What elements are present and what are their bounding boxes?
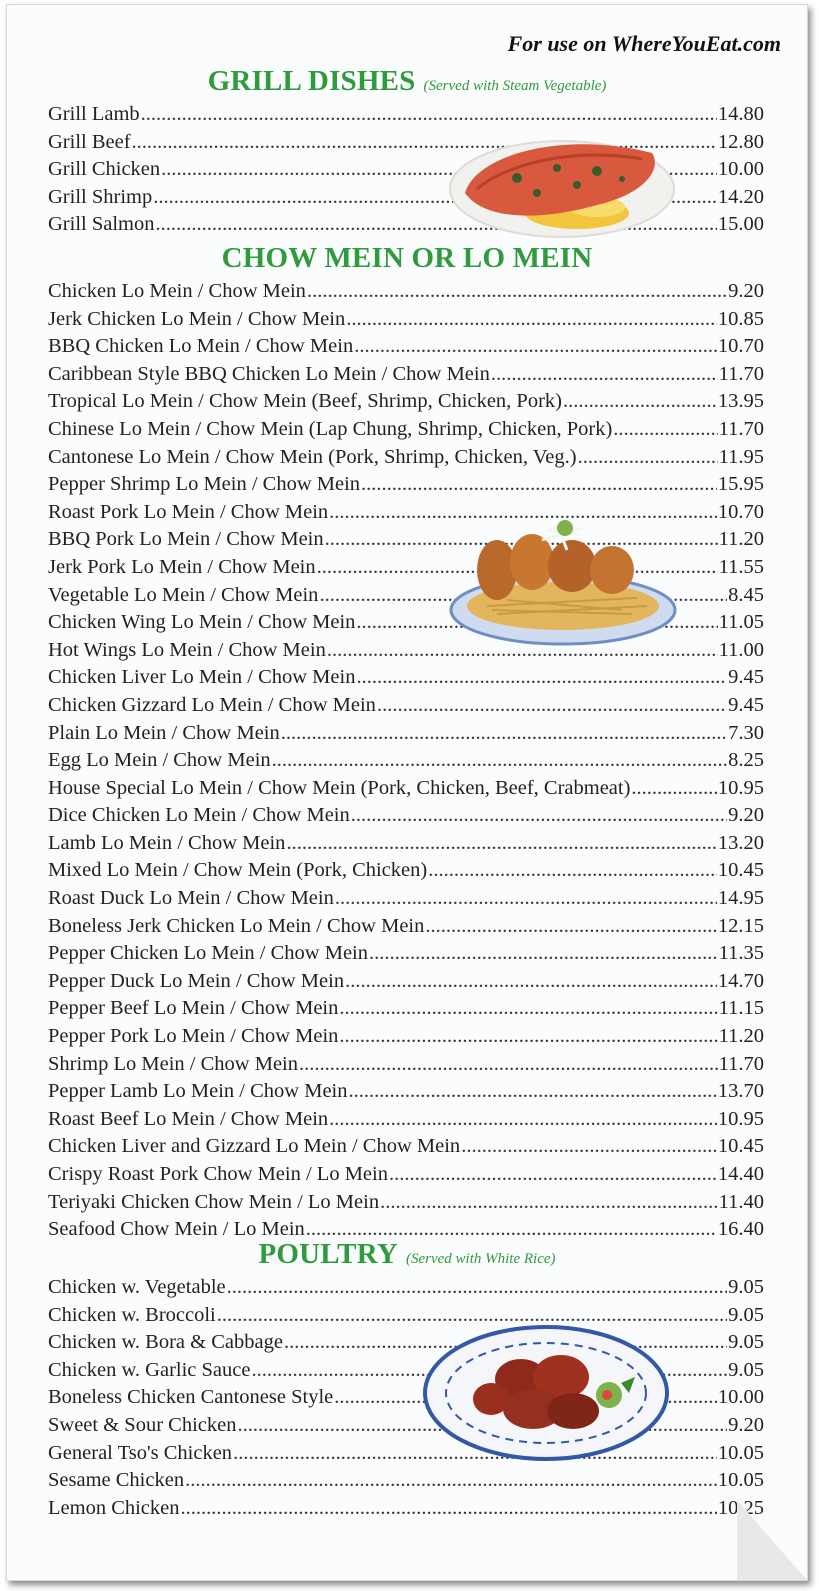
menu-item-price: 13.95 [717, 390, 764, 413]
menu-item [48, 1191, 764, 1219]
menu-item [48, 308, 764, 336]
menu-item-price: 15.95 [717, 473, 764, 496]
menu-item [48, 1276, 764, 1304]
menu-item-name: Pepper Beef Lo Mein / Chow Mein [48, 997, 339, 1020]
menu-item-name: Sesame Chicken [48, 1469, 185, 1492]
poultry-heading [7, 1238, 807, 1271]
menu-item-price: 11.55 [718, 555, 764, 578]
dot-leader [578, 446, 718, 469]
menu-item-name: Chicken w. Broccoli [48, 1303, 216, 1326]
dot-leader [380, 1191, 718, 1214]
menu-item [48, 749, 764, 777]
menu-item-price: 10.00 [717, 158, 764, 181]
dot-leader [272, 749, 727, 772]
chowmein-heading [7, 242, 807, 275]
menu-item-price: 10.00 [717, 1386, 764, 1409]
menu-item-price: 11.70 [718, 417, 764, 440]
menu-item [48, 1053, 764, 1081]
menu-item [48, 446, 764, 474]
menu-item-price: 9.20 [728, 1413, 764, 1436]
menu-item-name: General Tso's Chicken [48, 1441, 233, 1464]
menu-item-name: Egg Lo Mein / Chow Mein [48, 749, 271, 772]
menu-item-name: Roast Beef Lo Mein / Chow Mein [48, 1107, 329, 1130]
menu-item [48, 942, 764, 970]
menu-item-price: 10.45 [717, 859, 764, 882]
menu-item-name: Chicken w. Vegetable [48, 1276, 226, 1298]
dot-leader [361, 473, 717, 496]
menu-item-name: Chinese Lo Mein / Chow Mein (Lap Chung, Shrimp, Chicken, Pork) [48, 417, 613, 440]
menu-item-price: 11.95 [718, 445, 764, 468]
menu-item [48, 1497, 764, 1525]
dot-leader [286, 832, 716, 855]
menu-item [48, 887, 764, 915]
page-curl [737, 1500, 807, 1580]
menu-item-name: House Special Lo Mein / Chow Mein (Pork, Chicken, Beef, Crabmeat) [48, 776, 631, 799]
menu-item-name: Cantonese Lo Mein / Chow Mein (Pork, Shrimp, Chicken, Veg.) [48, 445, 577, 468]
menu-item-price: 9.45 [728, 666, 764, 689]
menu-item-name: Teriyaki Chicken Chow Mein / Lo Mein [48, 1190, 380, 1213]
menu-item-name: Roast Pork Lo Mein / Chow Mein [48, 500, 329, 523]
dot-leader [348, 1080, 716, 1103]
menu-item [48, 970, 764, 998]
dot-leader [631, 777, 716, 800]
menu-item-price: 12.15 [717, 914, 764, 937]
dot-leader [351, 804, 727, 827]
menu-item-price: 10.05 [717, 1469, 764, 1492]
grill-note: (Served with Steam Vegetable) [423, 78, 607, 94]
menu-item [48, 1108, 764, 1136]
menu-item-name: Boneless Jerk Chicken Lo Mein / Chow Mein [48, 914, 425, 937]
menu-item-price: 8.25 [728, 749, 764, 772]
menu-item [48, 390, 764, 418]
menu-item-price: 7.30 [728, 721, 764, 744]
menu-item-price: 14.70 [717, 969, 764, 992]
menu-item-name: Pepper Lamb Lo Mein / Chow Mein [48, 1080, 348, 1103]
menu-item [48, 335, 764, 363]
menu-item [48, 363, 764, 391]
dot-leader [307, 280, 727, 303]
menu-item-price: 10.70 [717, 500, 764, 523]
menu-item-price: 11.20 [718, 1025, 764, 1048]
chowmein-title: CHOW MEIN OR LO MEIN [221, 242, 593, 274]
menu-item-name: Chicken Wing Lo Mein / Chow Mein [48, 611, 356, 634]
dot-leader [339, 1025, 717, 1048]
menu-item-name: Mixed Lo Mein / Chow Mein (Pork, Chicken) [48, 859, 428, 882]
menu-item-price: 11.00 [718, 638, 764, 661]
grill-heading [7, 65, 807, 98]
menu-item [48, 777, 764, 805]
dot-leader [281, 722, 727, 745]
menu-item-price: 14.20 [717, 185, 764, 208]
dot-leader [377, 694, 727, 717]
grilled-salmon-image [447, 123, 677, 241]
menu-item [48, 694, 764, 722]
menu-item-name: Boneless Chicken Cantonese Style [48, 1386, 334, 1409]
menu-item-name: Hot Wings Lo Mein / Chow Mein [48, 638, 326, 661]
menu-item [48, 997, 764, 1025]
menu-item-name: Chicken Gizzard Lo Mein / Chow Mein [48, 693, 376, 716]
dot-leader [299, 1053, 718, 1076]
menu-item [48, 804, 764, 832]
menu-item-price: 14.80 [717, 103, 764, 125]
menu-item-price: 15.00 [717, 213, 764, 236]
menu-item [48, 1025, 764, 1053]
menu-item-name: Crispy Roast Pork Chow Mein / Lo Mein [48, 1163, 388, 1185]
menu-item-price: 10.25 [717, 1496, 764, 1519]
dot-leader [389, 1163, 717, 1186]
chowmein-list [48, 280, 764, 1246]
dot-leader [339, 997, 717, 1020]
menu-item-price: 13.20 [717, 831, 764, 854]
menu-item-name: Chicken Liver Lo Mein / Chow Mein [48, 666, 356, 689]
dot-leader [329, 1108, 717, 1131]
watermark: For use on WhereYouEat.com [507, 31, 781, 56]
menu-item [48, 722, 764, 750]
menu-item-price: 10.85 [717, 307, 764, 330]
menu-item-name: Sweet & Sour Chicken [48, 1413, 237, 1436]
menu-item-name: Chicken Lo Mein / Chow Mein [48, 280, 306, 302]
menu-item-price: 10.70 [717, 335, 764, 358]
dot-leader [181, 1497, 717, 1520]
chicken-wing-lo-mein-image [447, 510, 679, 650]
menu-item-price: 16.40 [717, 1218, 764, 1241]
dot-leader [461, 1135, 717, 1158]
menu-item-price: 9.05 [728, 1358, 764, 1381]
menu-item [48, 418, 764, 446]
menu-item [48, 280, 764, 308]
menu-item [48, 1163, 764, 1191]
dot-leader [346, 308, 717, 331]
menu-item-name: BBQ Chicken Lo Mein / Chow Mein [48, 335, 354, 358]
dot-leader [345, 970, 717, 993]
menu-item-price: 14.40 [717, 1163, 764, 1185]
menu-item [48, 473, 764, 501]
menu-item-name: Pepper Shrimp Lo Mein / Chow Mein [48, 473, 361, 496]
dot-leader [425, 915, 717, 938]
menu-item-price: 8.45 [728, 583, 764, 606]
menu-item-price: 13.70 [717, 1080, 764, 1103]
chicken-plate-image [421, 1323, 671, 1463]
poultry-note: (Served with White Rice) [405, 1251, 556, 1267]
dot-leader [428, 859, 717, 882]
menu-item-name: Pepper Chicken Lo Mein / Chow Mein [48, 942, 368, 965]
menu-item-name: Chicken Liver and Gizzard Lo Mein / Chow Mein [48, 1135, 461, 1158]
menu-item-name: Jerk Chicken Lo Mein / Chow Mein [48, 307, 346, 330]
menu-item-price: 9.05 [728, 1331, 764, 1354]
menu-item-price: 10.05 [717, 1441, 764, 1464]
menu-item-price: 11.05 [718, 611, 764, 634]
menu-item-price: 11.40 [718, 1190, 764, 1213]
menu-page [6, 4, 808, 1581]
menu-item-price: 10.45 [717, 1135, 764, 1158]
menu-item-name: Grill Beef [48, 130, 131, 153]
menu-item-price: 11.35 [718, 942, 764, 965]
dot-leader [356, 666, 727, 689]
menu-item-price: 9.45 [728, 693, 764, 716]
menu-item-name: Roast Duck Lo Mein / Chow Mein [48, 887, 334, 910]
menu-item-name: Dice Chicken Lo Mein / Chow Mein [48, 804, 350, 827]
menu-item-price: 11.15 [718, 997, 764, 1020]
menu-item-price: 11.70 [718, 1052, 764, 1075]
menu-item-price: 9.20 [728, 280, 764, 302]
menu-item-price: 11.70 [718, 362, 764, 385]
menu-item-name: Caribbean Style BBQ Chicken Lo Mein / Chow Mein [48, 362, 490, 385]
menu-item-price: 9.05 [728, 1276, 764, 1298]
menu-item-name: Chicken w. Bora & Cabbage [48, 1331, 283, 1354]
dot-leader [369, 942, 718, 965]
menu-item-name: Pepper Pork Lo Mein / Chow Mein [48, 1025, 339, 1048]
menu-item [48, 859, 764, 887]
dot-leader [185, 1469, 717, 1492]
poultry-title: POULTRY [258, 1238, 398, 1270]
menu-item [48, 1080, 764, 1108]
dot-leader [563, 390, 717, 413]
menu-item-name: Seafood Chow Mein / Lo Mein [48, 1218, 305, 1241]
menu-item-name: Lemon Chicken [48, 1496, 180, 1519]
dot-leader [335, 887, 717, 910]
menu-item-price: 12.80 [717, 130, 764, 153]
menu-item-name: Grill Chicken [48, 158, 161, 181]
menu-item-price: 14.95 [717, 887, 764, 910]
menu-item-name: Shrimp Lo Mein / Chow Mein [48, 1052, 298, 1075]
menu-item-name: Vegetable Lo Mein / Chow Mein [48, 583, 319, 606]
menu-item-price: 11.20 [718, 528, 764, 551]
menu-item-name: Chicken w. Garlic Sauce [48, 1358, 251, 1381]
menu-item-name: Jerk Pork Lo Mein / Chow Mein [48, 555, 316, 578]
menu-item-name: Lamb Lo Mein / Chow Mein [48, 831, 286, 854]
grill-title: GRILL DISHES [207, 65, 416, 97]
menu-item-name: Grill Lamb [48, 103, 140, 125]
menu-item-price: 10.95 [717, 1107, 764, 1130]
menu-item-name: Grill Shrimp [48, 185, 153, 208]
menu-item [48, 1469, 764, 1497]
menu-item [48, 1135, 764, 1163]
menu-item-name: Tropical Lo Mein / Chow Mein (Beef, Shrimp, Chicken, Pork) [48, 390, 562, 413]
menu-item-price: 10.95 [717, 776, 764, 799]
menu-item-name: Grill Salmon [48, 213, 155, 236]
menu-item-price: 9.20 [728, 804, 764, 827]
dot-leader [491, 363, 718, 386]
dot-leader [227, 1276, 728, 1299]
menu-item-name: BBQ Pork Lo Mein / Chow Mein [48, 528, 324, 551]
menu-item [48, 666, 764, 694]
dot-leader [613, 418, 717, 441]
dot-leader [354, 335, 717, 358]
menu-item-name: Plain Lo Mein / Chow Mein [48, 721, 280, 744]
menu-item-price: 9.05 [728, 1303, 764, 1326]
menu-item [48, 915, 764, 943]
menu-item-name: Pepper Duck Lo Mein / Chow Mein [48, 969, 345, 992]
menu-item [48, 832, 764, 860]
